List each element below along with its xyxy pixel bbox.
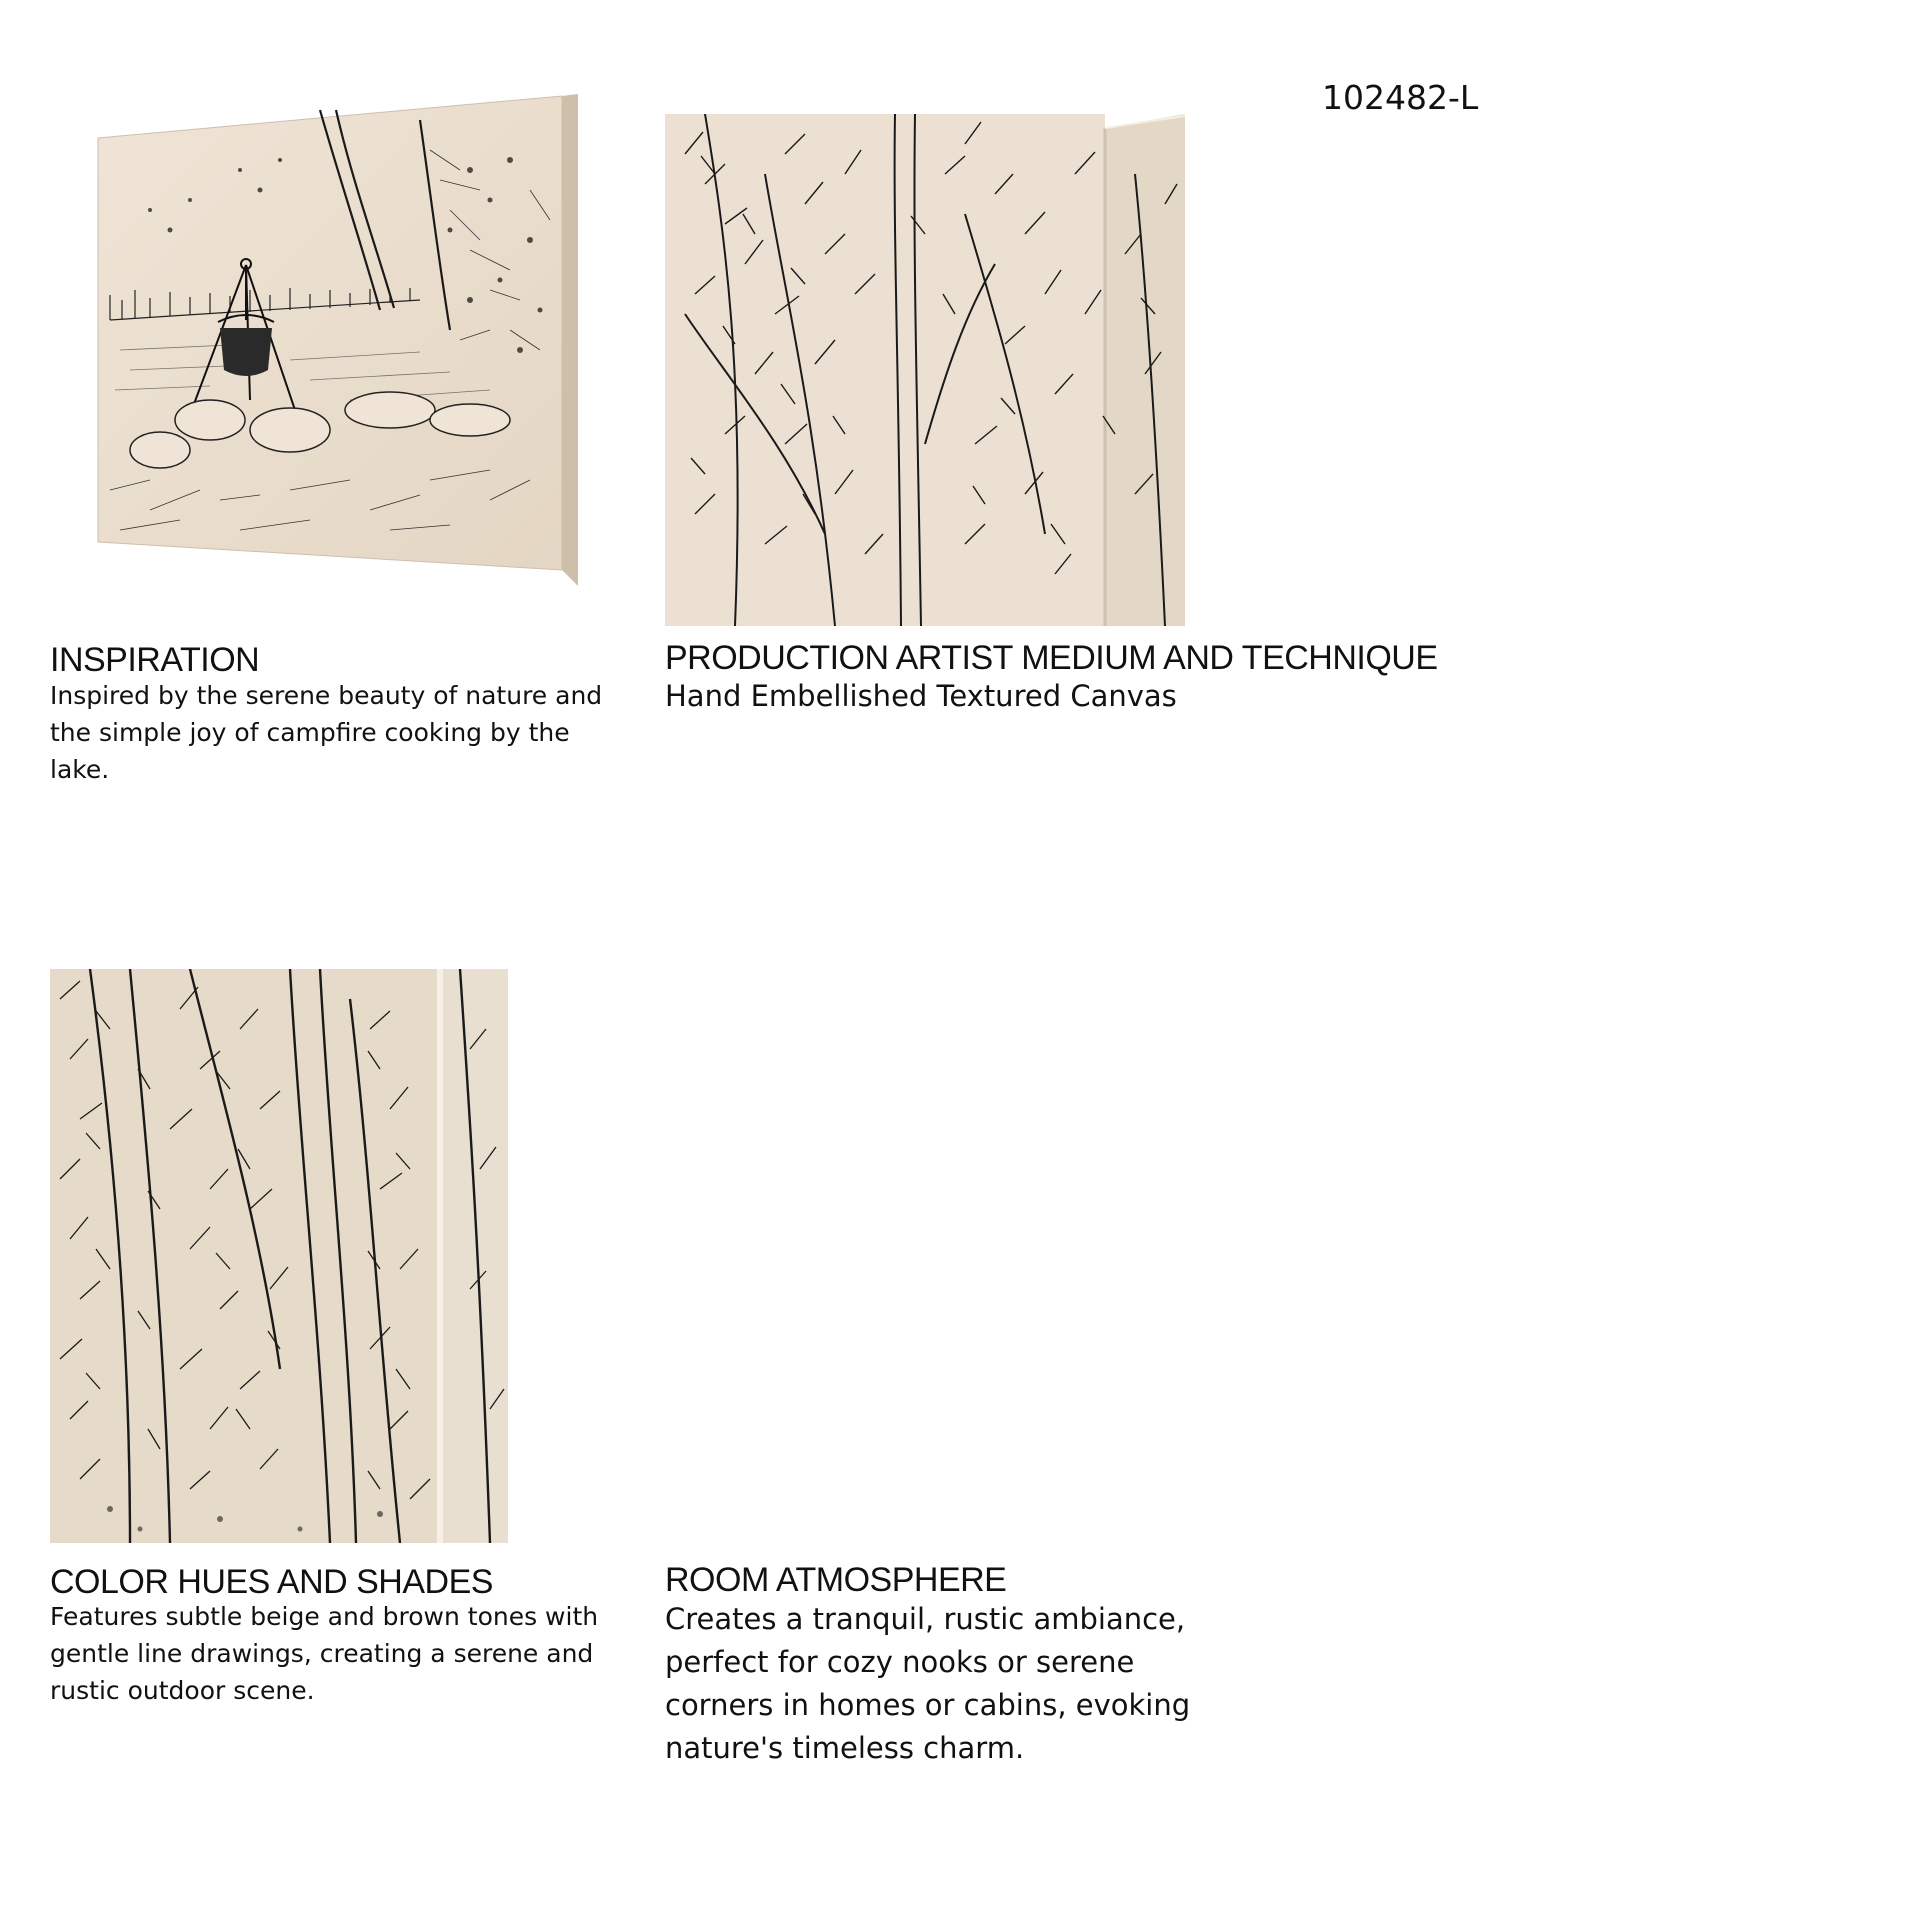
inspiration-title: INSPIRATION [50,641,260,679]
sku-label: 102482-L [1322,78,1479,117]
canvas-angled-image [90,90,590,590]
production-text: Hand Embellished Textured Canvas [665,679,1177,713]
production-title: PRODUCTION ARTIST MEDIUM AND TECHNIQUE [665,639,1438,677]
color-title: COLOR HUES AND SHADES [50,1563,493,1601]
room-title: ROOM ATMOSPHERE [665,1561,1007,1599]
room-text: Creates a tranquil, rustic ambiance, perfect for cozy nooks or serene corners in homes or cabins, evoking nature's timeless charm. [665,1602,1191,1765]
color-text: Features subtle beige and brown tones with gentle line drawings, creating a serene and rustic outdoor scene. [50,1602,599,1705]
inspiration-text: Inspired by the serene beauty of nature and the simple joy of campfire cooking by the lake. [50,681,603,784]
canvas-corner-closeup-image [665,114,1185,626]
canvas-trees-closeup-image [50,969,508,1543]
